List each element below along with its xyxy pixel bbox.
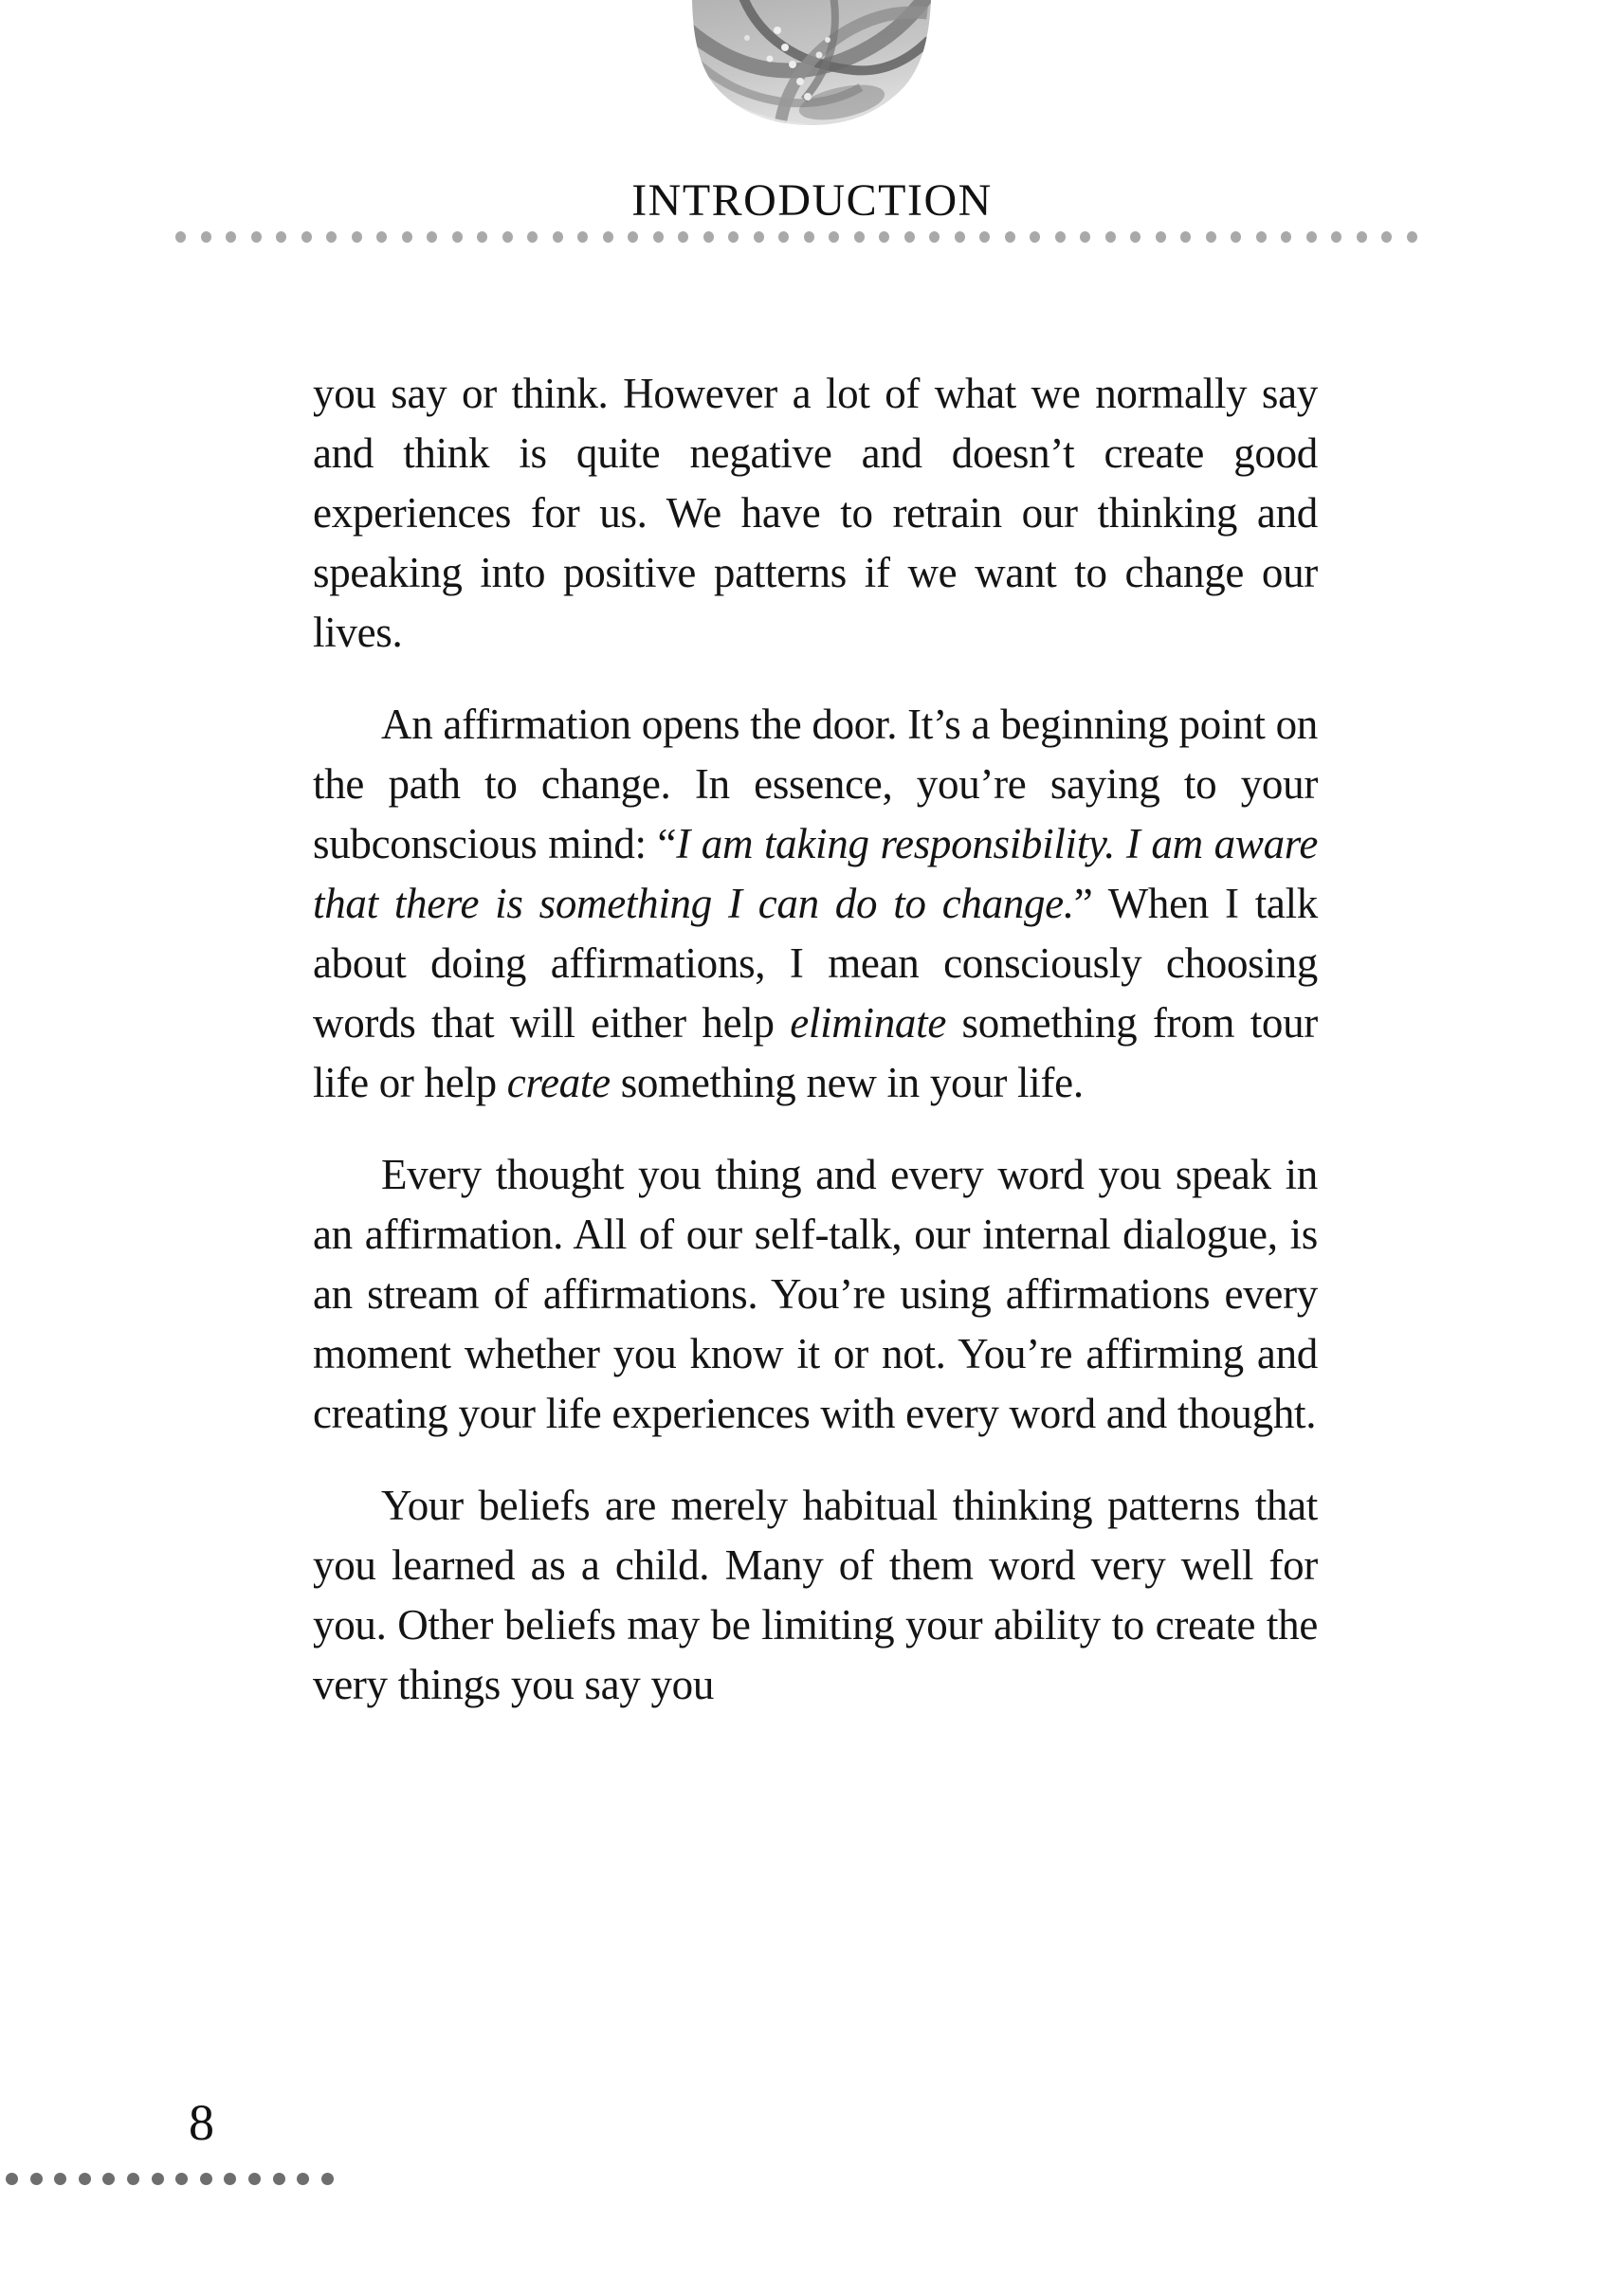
divider-dot bbox=[54, 2173, 66, 2185]
divider-dot bbox=[321, 2173, 334, 2185]
divider-dot bbox=[502, 231, 513, 243]
divider-dot bbox=[728, 231, 739, 243]
divider-dot bbox=[175, 231, 186, 243]
divider-dot bbox=[200, 2173, 212, 2185]
divider-dot bbox=[452, 231, 463, 243]
divider-dot bbox=[276, 231, 286, 243]
divider-dot bbox=[1005, 231, 1015, 243]
text-run: Your beliefs are merely habitual thinking patterns that you learned as a child. Many of them word very well for you. Other beliefs may be limiting your ability to create the very things you say you bbox=[313, 1482, 1318, 1708]
divider-dot bbox=[678, 231, 688, 243]
divider-dot bbox=[1105, 231, 1116, 243]
divider-dot bbox=[326, 231, 337, 243]
divider-dot bbox=[979, 231, 990, 243]
divider-dot bbox=[127, 2173, 139, 2185]
divider-dot bbox=[224, 2173, 236, 2185]
paragraph bbox=[313, 695, 1318, 1113]
divider-dot bbox=[527, 231, 538, 243]
divider-dot bbox=[628, 231, 638, 243]
divider-dot bbox=[1331, 231, 1341, 243]
divider-dot bbox=[30, 2173, 43, 2185]
divider-dot bbox=[273, 2173, 285, 2185]
text-run: An affirmation opens the door. It’s a beginning point on the path to change. In essence, you’re saying to your subconscious mind: “ bbox=[313, 701, 1318, 867]
divider-dot bbox=[6, 2173, 18, 2185]
divider-dot bbox=[879, 231, 889, 243]
divider-dot bbox=[1407, 231, 1417, 243]
text-run: Every thought you thing and every word you speak in an affirmation. All of our self-talk, our internal dialogue, is an stream of affirmations. You’re using affirmations every moment whether you know it or not. You’re affirming and creating your life experiences with every word and thought. bbox=[313, 1151, 1318, 1437]
divider-dot bbox=[653, 231, 664, 243]
divider-dot bbox=[553, 231, 563, 243]
divider-dot bbox=[1306, 231, 1317, 243]
divider-dot bbox=[1231, 231, 1241, 243]
divider-dot bbox=[1080, 231, 1090, 243]
divider-dot bbox=[829, 231, 839, 243]
page-title: INTRODUCTION bbox=[631, 175, 993, 226]
divider-dot bbox=[201, 231, 211, 243]
body-text bbox=[313, 364, 1318, 1747]
divider-dot bbox=[248, 2173, 261, 2185]
marbled-ornament-svg bbox=[690, 0, 933, 125]
divider-dot bbox=[1281, 231, 1291, 243]
divider-dot bbox=[1055, 231, 1066, 243]
chapter-heading bbox=[0, 174, 1624, 227]
text-run: ” When I talk about doing affirmations, I mean consciously choosing words that will either help bbox=[313, 880, 1318, 1047]
divider-dot bbox=[477, 231, 487, 243]
divider-dot bbox=[1156, 231, 1166, 243]
divider-dot bbox=[1180, 231, 1191, 243]
paragraph bbox=[313, 1476, 1318, 1715]
divider-dot bbox=[1130, 231, 1140, 243]
text-run: something new in your life. bbox=[610, 1059, 1084, 1106]
italic-text-run: I am taking responsibility. I am aware that there is something I can do to change. bbox=[313, 820, 1318, 927]
marbled-ornament-image bbox=[690, 0, 933, 125]
divider-dot bbox=[226, 231, 236, 243]
divider-dot bbox=[778, 231, 789, 243]
divider-dot bbox=[854, 231, 865, 243]
text-run: something from tour life or help bbox=[313, 999, 1318, 1106]
divider-dot bbox=[352, 231, 362, 243]
divider-dot bbox=[427, 231, 437, 243]
italic-text-run: create bbox=[506, 1059, 611, 1106]
divider-dot bbox=[1256, 231, 1267, 243]
divider-dot bbox=[251, 231, 262, 243]
divider-dot bbox=[297, 2173, 309, 2185]
paragraph bbox=[313, 364, 1318, 663]
divider-dot bbox=[102, 2173, 115, 2185]
divider-dot bbox=[79, 2173, 91, 2185]
divider-dot bbox=[703, 231, 714, 243]
divider-dot bbox=[1357, 231, 1367, 243]
divider-dot bbox=[152, 2173, 164, 2185]
divider-dot bbox=[175, 2173, 188, 2185]
divider-dot bbox=[376, 231, 387, 243]
divider-dot bbox=[804, 231, 814, 243]
divider-dot bbox=[1206, 231, 1216, 243]
divider-dot bbox=[1381, 231, 1392, 243]
divider-dot bbox=[301, 231, 312, 243]
paragraph bbox=[313, 1145, 1318, 1444]
divider-dot bbox=[402, 231, 412, 243]
divider-dot bbox=[754, 231, 764, 243]
divider-dot bbox=[904, 231, 915, 243]
footer-dotted-divider bbox=[6, 2172, 334, 2185]
page-number: 8 bbox=[189, 2094, 214, 2151]
header-dotted-divider bbox=[175, 230, 1417, 244]
italic-text-run: eliminate bbox=[790, 999, 946, 1047]
divider-dot bbox=[955, 231, 965, 243]
divider-dot bbox=[577, 231, 588, 243]
divider-dot bbox=[1030, 231, 1040, 243]
divider-dot bbox=[929, 231, 940, 243]
text-run: you say or think. However a lot of what we normally say and think is quite negative and doesn’t create good experiences for us. We have to retrain our thinking and speaking into positive patterns if we want to change our lives. bbox=[313, 370, 1318, 656]
divider-dot bbox=[603, 231, 613, 243]
